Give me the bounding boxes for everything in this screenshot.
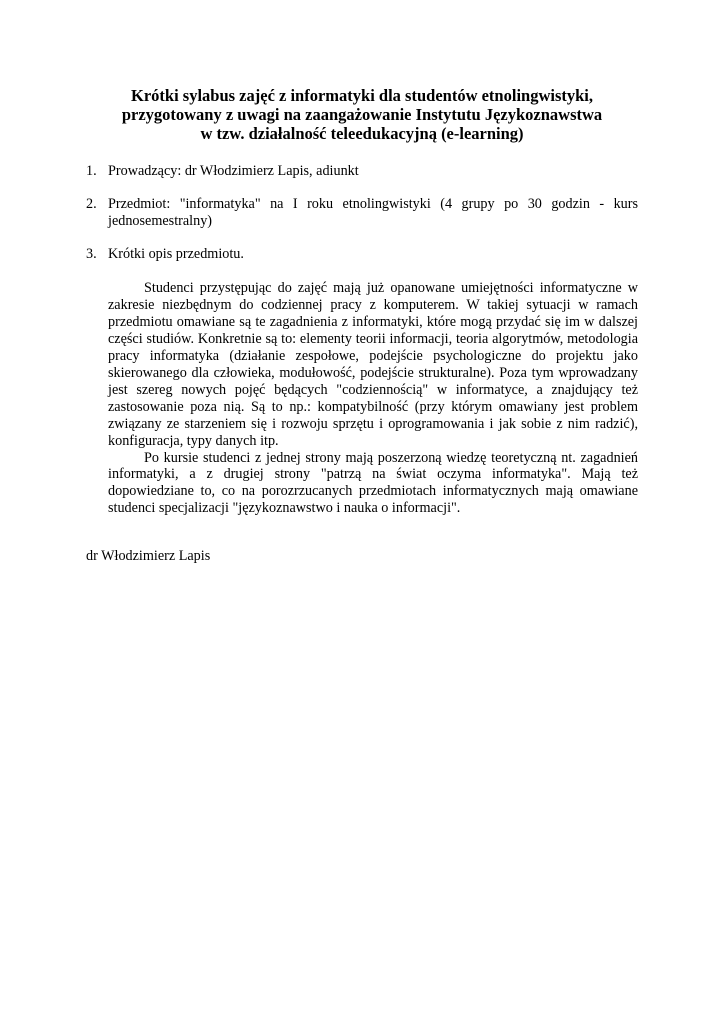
list-item-number: 3. bbox=[86, 246, 97, 262]
signature: dr Włodzimierz Lapis bbox=[86, 548, 211, 564]
list-item-description-heading bbox=[86, 246, 638, 263]
title-line-3: w tzw. działalność teleedukacyjną (e-learning) bbox=[200, 124, 524, 143]
description-paragraph-1: Studenci przystępując do zajęć mają już opanowane umiejętności informatyczne w zakresie niezbędnym do codziennej pracy z komputerem. W takiej sytuacji w ramach przedmiotu omawiane są te zagadnienia z informatyki, które mogą przydać się im w dalszej części studiów. Konkretnie są to: elementy teorii informacji, teoria algorytmów, metodologia pracy informatyka (działanie zespołowe, podejście psychologiczne do projektu jako skierowanego dla człowieka, modułowość, podejście strukturalne). Poza tym wprowadzany jest szereg nowych pojęć będących "codziennością" w informatyce, a znajdujący też zastosowanie poza nią. Są to np.: kompatybilność (przy którym omawiany jest problem związany ze starzeniem się i rozwoju sprzętu i oprogramowania i jak sobie z nim radzić), konfiguracja, typy danych itp. bbox=[108, 280, 638, 449]
title-line-1: Krótki sylabus zajęć z informatyki dla studentów etnolingwistyki, bbox=[130, 86, 594, 105]
description-paragraph-2: Po kursie studenci z jednej strony mają poszerzoną wiedzę teoretyczną nt. zagadnień informatyki, a z drugiej strony "patrzą na świat oczyma informatyka". Mają też dopowiedziane to, co na porozrzucanych przedmiotach informatycznych mają omawiane studenci specjalizacji "językoznawstwo i nauka o informacji". bbox=[108, 449, 638, 517]
document-title bbox=[80, 86, 644, 143]
list-item-number: 1. bbox=[86, 163, 97, 179]
list-item-instructor bbox=[86, 163, 638, 180]
title-line-2: przygotowany z uwagi na zaangażowanie Instytutu Językoznawstwa bbox=[121, 105, 603, 124]
list-item-text: Prowadzący: dr Włodzimierz Lapis, adiunkt bbox=[108, 163, 359, 179]
list-item-text: Przedmiot: "informatyka" na I roku etnolingwistyki (4 grupy po 30 godzin - kurs jednosemestralny) bbox=[108, 196, 638, 229]
list-item-number: 2. bbox=[86, 196, 97, 212]
course-description bbox=[108, 280, 638, 517]
list-item-text: Krótki opis przedmiotu. bbox=[108, 246, 244, 262]
list-item-subject bbox=[86, 196, 638, 230]
